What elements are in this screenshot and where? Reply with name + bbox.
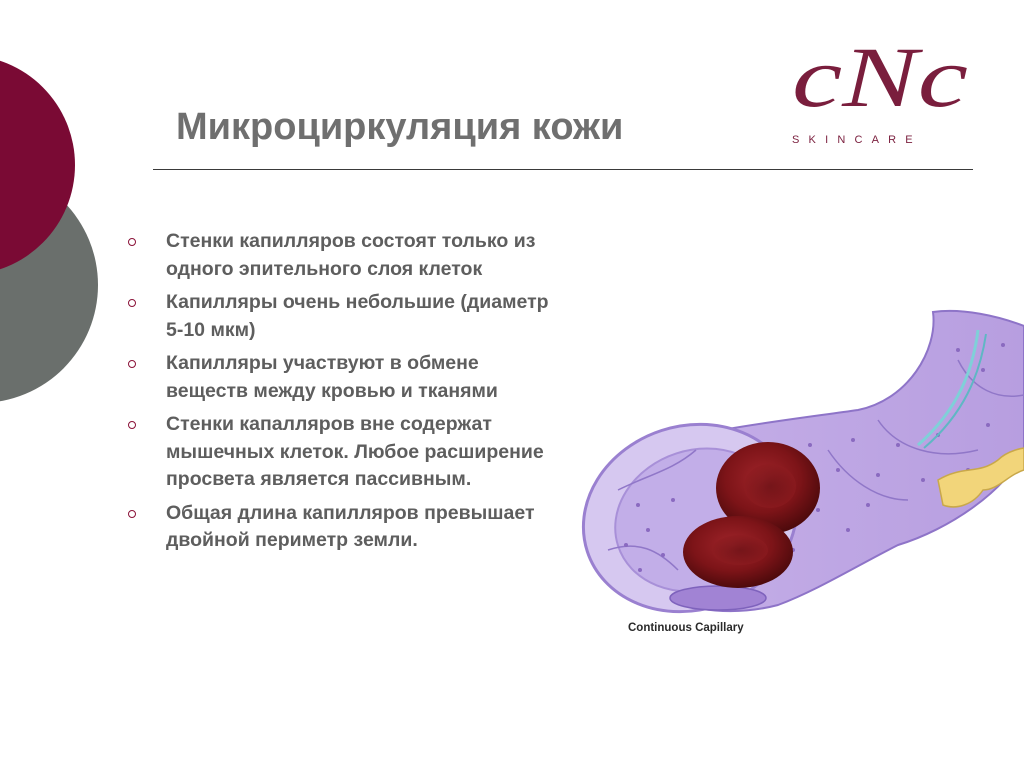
bullet-item [126, 289, 566, 344]
logo-subtitle: SKINCARE [792, 134, 922, 146]
circle-bullet-icon [128, 299, 136, 307]
bullet-text: Общая длина капилляров превышает двойной периметр земли. [166, 501, 535, 551]
decorative-circles [0, 0, 110, 420]
bullet-text: Капилляры очень небольшие (диаметр 5-10 мкм) [166, 291, 549, 341]
cnc-logo-mark [786, 28, 976, 123]
bullet-item [126, 411, 566, 494]
circle-bullet-icon [128, 421, 136, 429]
bullet-text: Стенки капалляров вне содержат мышечных клеток. Любое расширение просвета является пассивным. [166, 413, 544, 490]
bullet-item [126, 500, 566, 555]
slide-title: Микроциркуляция кожи [176, 106, 624, 148]
title-divider [153, 169, 973, 170]
circle-bullet-icon [128, 360, 136, 368]
capillary-illustration [578, 300, 1024, 620]
brand-logo [786, 28, 976, 152]
bullet-list [126, 228, 566, 561]
circle-bullet-icon [128, 510, 136, 518]
logo-letters: cNc [792, 29, 968, 123]
bullet-text: Стенки капилляров состоят только из одного эпительного слоя клеток [166, 230, 536, 280]
figure-caption: Continuous Capillary [628, 622, 744, 634]
endothelial-nucleus [670, 586, 766, 610]
circle-bullet-icon [128, 238, 136, 246]
bullet-item [126, 228, 566, 283]
bullet-item [126, 350, 566, 405]
bullet-text: Капилляры участвуют в обмене веществ между кровью и тканями [166, 352, 498, 402]
